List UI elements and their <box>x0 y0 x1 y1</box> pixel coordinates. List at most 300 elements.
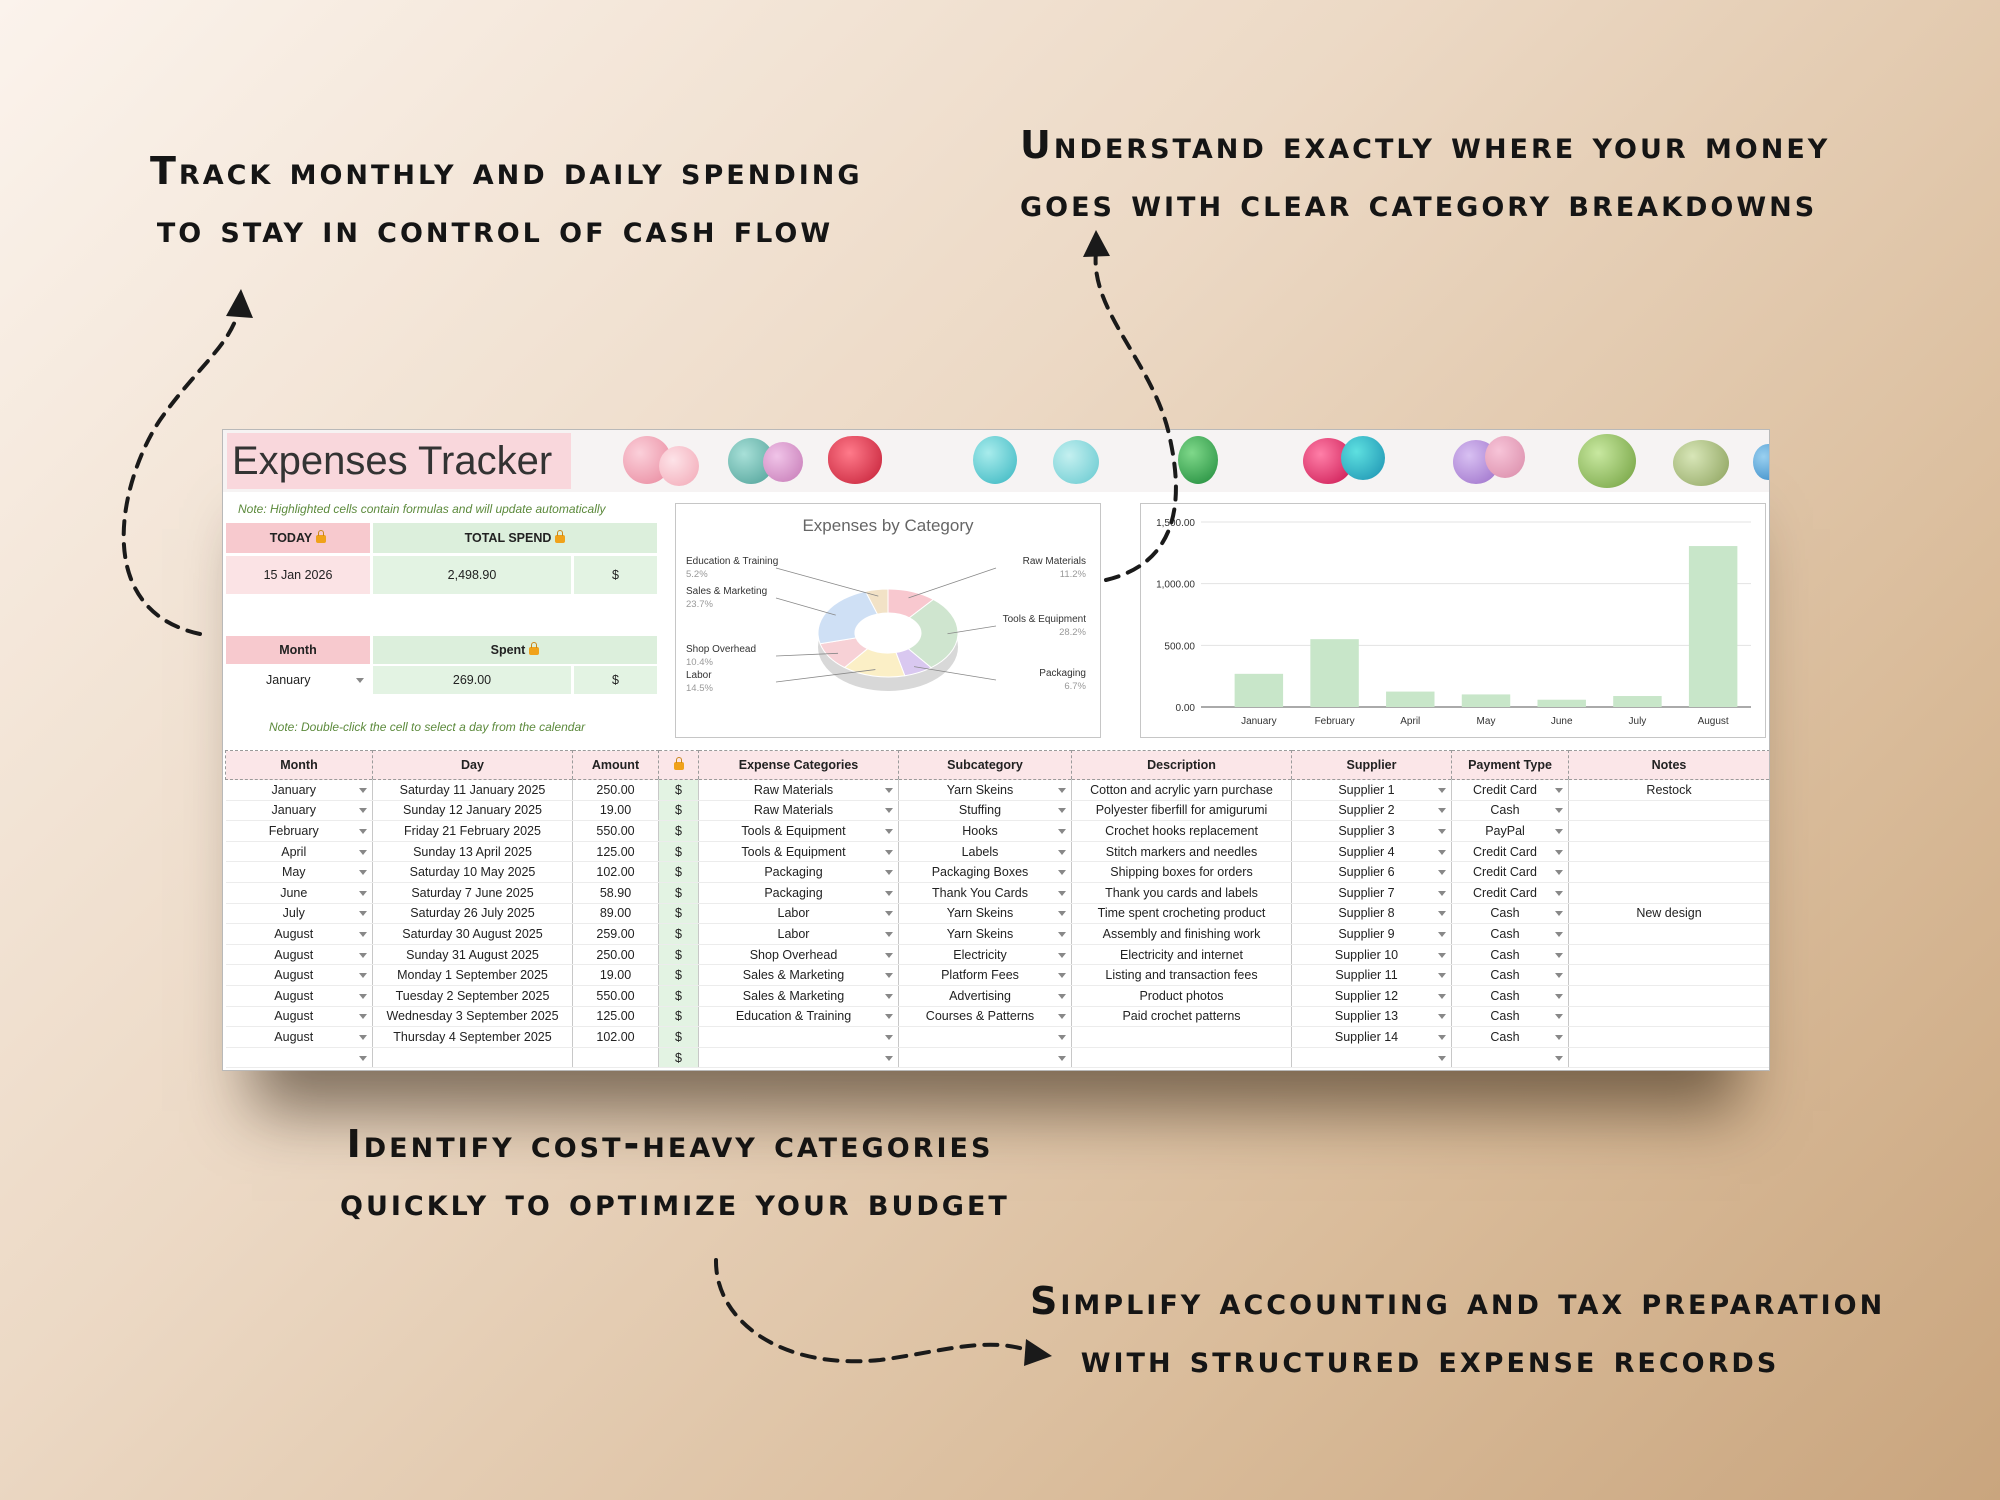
table-cell[interactable] <box>659 924 699 945</box>
caption-line: Identify cost-heavy categories <box>346 1122 994 1166</box>
table-cell[interactable] <box>699 985 899 1006</box>
table-cell[interactable] <box>1569 924 1770 945</box>
table-cell[interactable] <box>573 841 659 862</box>
cell-text: Yarn Skeins <box>946 782 1014 797</box>
table-cell[interactable] <box>899 903 1072 924</box>
cell-text: August <box>274 968 314 983</box>
cell-text: April <box>281 844 307 859</box>
chevron-down-icon <box>359 788 367 793</box>
cell-text: Supplier 11 <box>1335 968 1398 983</box>
cell-text: 250.00 <box>596 947 635 962</box>
chevron-down-icon <box>1438 1014 1446 1019</box>
chevron-down-icon <box>885 891 893 896</box>
pie-slice-percent: 5.2% <box>686 569 708 580</box>
chevron-down-icon <box>359 850 367 855</box>
table-cell[interactable] <box>1292 944 1452 965</box>
chevron-down-icon <box>359 891 367 896</box>
pie-slice-percent: 11.2% <box>1059 569 1086 580</box>
table-cell[interactable] <box>373 903 573 924</box>
amigurumi-image <box>973 436 1017 484</box>
chevron-down-icon <box>1555 911 1563 916</box>
lock-icon <box>529 647 539 655</box>
pie-slice-percent: 10.4% <box>686 657 713 668</box>
cell-text: Cash <box>1490 803 1520 818</box>
table-cell[interactable] <box>1569 862 1770 883</box>
table-cell[interactable] <box>699 944 899 965</box>
cell-text: Yarn Skeins <box>946 906 1014 921</box>
today-label-text: TODAY <box>269 531 313 545</box>
pie-slice-label: Packaging <box>1039 668 1086 679</box>
chevron-down-icon <box>1555 973 1563 978</box>
table-cell[interactable] <box>573 965 659 986</box>
chevron-down-icon <box>1555 870 1563 875</box>
table-cell[interactable] <box>1452 1006 1569 1027</box>
cell-text: Credit Card <box>1473 865 1537 880</box>
chevron-down-icon <box>1438 829 1446 834</box>
table-cell[interactable] <box>1452 985 1569 1006</box>
cell-text: 250.00 <box>596 782 635 797</box>
table-cell[interactable] <box>1569 1047 1770 1068</box>
cell-text: Saturday 30 August 2025 <box>402 926 543 941</box>
table-cell[interactable] <box>1452 1027 1569 1048</box>
table-cell[interactable] <box>373 1047 573 1068</box>
cell-text: Saturday 10 May 2025 <box>409 865 536 880</box>
table-cell[interactable] <box>899 882 1072 903</box>
pie-chart-svg <box>676 504 1100 737</box>
cell-text: Labor <box>777 906 810 921</box>
table-cell[interactable] <box>373 800 573 821</box>
table-cell[interactable] <box>1072 1027 1292 1048</box>
cell-text: $ <box>675 1050 682 1065</box>
table-cell[interactable] <box>373 1027 573 1048</box>
cell-text: Supplier 10 <box>1334 947 1399 962</box>
heart-image <box>828 436 882 484</box>
chevron-down-icon <box>1058 850 1066 855</box>
table-cell[interactable] <box>1452 800 1569 821</box>
chevron-down-icon <box>359 870 367 875</box>
table-cell[interactable] <box>699 882 899 903</box>
table-cell[interactable] <box>659 1006 699 1027</box>
cell-text: $ <box>675 926 682 941</box>
cell-text: June <box>280 885 308 900</box>
table-cell[interactable] <box>1452 924 1569 945</box>
lock-column-header <box>659 751 699 780</box>
cell-text: Sales & Marketing <box>742 968 845 983</box>
table-cell[interactable] <box>373 882 573 903</box>
chevron-down-icon <box>359 1035 367 1040</box>
table-cell[interactable] <box>699 965 899 986</box>
cell-text: Platform Fees <box>941 968 1019 983</box>
table-cell[interactable] <box>1072 985 1292 1006</box>
table-cell[interactable] <box>659 780 699 801</box>
table-cell[interactable] <box>1452 1047 1569 1068</box>
table-cell[interactable] <box>1072 903 1292 924</box>
yarn-ball-image <box>1578 434 1636 488</box>
pie-slice-label: Shop Overhead <box>686 644 757 655</box>
arrowhead-icon <box>1083 230 1110 257</box>
table-cell[interactable] <box>1292 985 1452 1006</box>
y-tick-label: 1,500.00 <box>1156 518 1195 529</box>
table-cell[interactable] <box>373 924 573 945</box>
column-header: Notes <box>1569 751 1770 780</box>
table-header-row <box>226 751 1770 780</box>
table-cell[interactable] <box>373 780 573 801</box>
monthly-bar-chart <box>1140 503 1766 738</box>
cell-text: Cash <box>1490 1009 1520 1024</box>
table-cell[interactable] <box>699 800 899 821</box>
pie-slice-percent: 23.7% <box>686 599 713 610</box>
chevron-down-icon <box>359 911 367 916</box>
cell-text: Time spent crocheting product <box>1097 906 1266 921</box>
chevron-down-icon <box>359 932 367 937</box>
cell-text: Cash <box>1490 926 1520 941</box>
table-cell[interactable] <box>573 944 659 965</box>
bar <box>1310 639 1358 707</box>
cell-text: Supplier 2 <box>1338 803 1395 818</box>
table-cell[interactable] <box>1292 1047 1452 1068</box>
table-cell[interactable] <box>659 800 699 821</box>
table-cell[interactable] <box>1569 965 1770 986</box>
today-value: 15 Jan 2026 <box>226 556 370 594</box>
table-cell[interactable] <box>899 1027 1072 1048</box>
chevron-down-icon <box>1058 829 1066 834</box>
table-cell[interactable] <box>573 903 659 924</box>
cell-text: 259.00 <box>596 926 635 941</box>
table-cell[interactable] <box>373 862 573 883</box>
column-header: Month <box>226 751 373 780</box>
cell-text: Advertising <box>949 988 1011 1003</box>
cell-text: 102.00 <box>596 1029 635 1044</box>
chevron-down-icon <box>885 973 893 978</box>
table-cell[interactable] <box>659 903 699 924</box>
table-cell[interactable] <box>573 821 659 842</box>
cell-text: May <box>281 865 306 880</box>
table-cell[interactable] <box>1569 800 1770 821</box>
cell-text: Packaging <box>764 885 823 900</box>
cell-text: Saturday 11 January 2025 <box>399 782 546 797</box>
table-cell[interactable] <box>226 780 373 801</box>
table-cell[interactable] <box>1569 841 1770 862</box>
lock-icon <box>316 535 326 543</box>
bar-chart-svg <box>1141 504 1765 737</box>
cell-text: Supplier 9 <box>1338 926 1395 941</box>
y-tick-label: 500.00 <box>1164 641 1195 653</box>
table-cell[interactable] <box>226 1047 373 1068</box>
table-cell[interactable] <box>1569 903 1770 924</box>
table-cell[interactable] <box>899 841 1072 862</box>
table-cell[interactable] <box>699 1047 899 1068</box>
table-cell[interactable] <box>1452 841 1569 862</box>
cell-text: Courses & Patterns <box>925 1009 1035 1024</box>
x-tick-label: January <box>1241 716 1277 727</box>
table-cell[interactable] <box>1452 862 1569 883</box>
table-cell[interactable] <box>1569 1027 1770 1048</box>
table-cell[interactable] <box>226 821 373 842</box>
total-spend-label <box>373 523 657 553</box>
table-row <box>226 903 1770 924</box>
table-cell[interactable] <box>899 924 1072 945</box>
expenses-table <box>225 750 1770 1068</box>
cell-text: Labels <box>961 844 999 859</box>
chevron-down-icon <box>885 870 893 875</box>
table-cell[interactable] <box>573 882 659 903</box>
cell-text: August <box>274 926 314 941</box>
cell-text: Cash <box>1490 947 1520 962</box>
month-select[interactable] <box>226 666 370 694</box>
pie-slice-label: Education & Training <box>686 556 779 567</box>
table-cell[interactable] <box>1072 1047 1292 1068</box>
table-cell[interactable] <box>1292 965 1452 986</box>
table-cell[interactable] <box>659 1027 699 1048</box>
chevron-down-icon <box>1438 911 1446 916</box>
table-cell[interactable] <box>659 821 699 842</box>
table-cell[interactable] <box>373 965 573 986</box>
cell-text: 89.00 <box>599 906 632 921</box>
table-cell[interactable] <box>226 841 373 862</box>
chevron-down-icon <box>885 953 893 958</box>
cell-text: Tools & Equipment <box>741 844 846 859</box>
table-cell[interactable] <box>1072 821 1292 842</box>
chevron-down-icon <box>1555 1056 1563 1061</box>
column-header: Amount <box>573 751 659 780</box>
chevron-down-icon <box>885 788 893 793</box>
cell-text: Polyester fiberfill for amigurumi <box>1095 803 1268 818</box>
chevron-down-icon <box>1555 850 1563 855</box>
cell-text: 550.00 <box>596 823 635 838</box>
x-tick-label: July <box>1628 716 1647 727</box>
chevron-down-icon <box>1438 850 1446 855</box>
table-cell[interactable] <box>699 821 899 842</box>
chevron-down-icon <box>359 1014 367 1019</box>
cell-text: 125.00 <box>596 1009 635 1024</box>
yarn-ball-image <box>1485 436 1525 478</box>
table-cell[interactable] <box>659 882 699 903</box>
table-cell[interactable] <box>1569 882 1770 903</box>
x-tick-label: February <box>1314 716 1355 727</box>
table-cell[interactable] <box>659 1047 699 1068</box>
table-cell[interactable] <box>573 1027 659 1048</box>
table-cell[interactable] <box>573 985 659 1006</box>
cell-text: Friday 21 February 2025 <box>404 823 541 838</box>
table-cell[interactable] <box>1072 800 1292 821</box>
caption-line: to stay in control of cash flow <box>156 207 834 251</box>
cell-text: $ <box>675 844 682 859</box>
chevron-down-icon <box>1555 994 1563 999</box>
table-cell[interactable] <box>1072 882 1292 903</box>
table-cell[interactable] <box>1072 924 1292 945</box>
table-cell[interactable] <box>226 924 373 945</box>
table-cell[interactable] <box>226 882 373 903</box>
table-cell[interactable] <box>1072 944 1292 965</box>
chevron-down-icon <box>1058 870 1066 875</box>
table-cell[interactable] <box>1569 821 1770 842</box>
expenses-spreadsheet <box>222 429 1770 1071</box>
table-cell[interactable] <box>899 965 1072 986</box>
table-cell[interactable] <box>373 841 573 862</box>
table-cell[interactable] <box>659 985 699 1006</box>
pie-leader-line <box>909 568 996 598</box>
cell-text: Supplier 6 <box>1338 865 1395 880</box>
chevron-down-icon <box>885 1035 893 1040</box>
chevron-down-icon <box>356 678 364 683</box>
chevron-down-icon <box>885 994 893 999</box>
yarn-ball-image <box>659 446 699 486</box>
chart-title: Expenses by Category <box>802 516 974 535</box>
table-cell[interactable] <box>1452 903 1569 924</box>
table-cell[interactable] <box>1292 780 1452 801</box>
cell-text: 58.90 <box>599 885 632 900</box>
table-cell[interactable] <box>1072 965 1292 986</box>
table-cell[interactable] <box>373 1006 573 1027</box>
bar <box>1537 700 1585 707</box>
table-cell[interactable] <box>899 821 1072 842</box>
table-cell[interactable] <box>699 862 899 883</box>
yarn-ball-image <box>1053 440 1099 484</box>
cell-text: Stuffing <box>958 803 1002 818</box>
cell-text: Saturday 26 July 2025 <box>410 906 535 921</box>
cell-text: Hooks <box>962 823 998 838</box>
cell-text: $ <box>675 988 682 1003</box>
table-cell[interactable] <box>226 1006 373 1027</box>
table-cell[interactable] <box>1292 882 1452 903</box>
table-cell[interactable] <box>1569 1006 1770 1027</box>
cell-text: Supplier 3 <box>1338 823 1395 838</box>
table-cell[interactable] <box>899 944 1072 965</box>
table-cell[interactable] <box>1452 821 1569 842</box>
cell-text: $ <box>675 906 682 921</box>
table-cell[interactable] <box>1292 924 1452 945</box>
table-cell[interactable] <box>573 800 659 821</box>
column-header: Subcategory <box>899 751 1072 780</box>
cell-text: August <box>274 1029 314 1044</box>
table-cell[interactable] <box>659 965 699 986</box>
cell-text: Cash <box>1490 988 1520 1003</box>
chevron-down-icon <box>359 1056 367 1061</box>
table-cell[interactable] <box>699 1006 899 1027</box>
table-cell[interactable] <box>1452 944 1569 965</box>
chevron-down-icon <box>885 829 893 834</box>
chevron-down-icon <box>359 973 367 978</box>
page-title: Expenses Tracker <box>227 433 571 489</box>
cell-text: Cash <box>1490 906 1520 921</box>
table-cell[interactable] <box>899 780 1072 801</box>
chevron-down-icon <box>885 1014 893 1019</box>
table-cell[interactable] <box>573 862 659 883</box>
cell-text: Thank You Cards <box>932 885 1028 900</box>
pie-slice-percent: 6.7% <box>1064 681 1086 692</box>
table-cell[interactable] <box>1569 944 1770 965</box>
cell-text: Sunday 12 January 2025 <box>403 803 542 818</box>
table-cell[interactable] <box>699 924 899 945</box>
cell-text: Packaging <box>764 865 823 880</box>
table-cell[interactable] <box>373 985 573 1006</box>
chevron-down-icon <box>1438 994 1446 999</box>
table-cell[interactable] <box>1292 903 1452 924</box>
table-cell[interactable] <box>1452 882 1569 903</box>
cell-text: Electricity and internet <box>1120 947 1243 962</box>
table-cell[interactable] <box>1072 1006 1292 1027</box>
table-cell[interactable] <box>699 780 899 801</box>
table-cell[interactable] <box>373 821 573 842</box>
chevron-down-icon <box>1438 891 1446 896</box>
chevron-down-icon <box>1555 1035 1563 1040</box>
table-cell[interactable] <box>659 944 699 965</box>
table-cell[interactable] <box>373 944 573 965</box>
table-cell[interactable] <box>699 1027 899 1048</box>
table-cell[interactable] <box>1292 841 1452 862</box>
table-cell[interactable] <box>1292 1027 1452 1048</box>
spent-label <box>373 636 657 664</box>
table-cell[interactable] <box>226 965 373 986</box>
table-cell[interactable] <box>1452 965 1569 986</box>
table-cell[interactable] <box>573 1006 659 1027</box>
table-cell[interactable] <box>1569 780 1770 801</box>
table-cell[interactable] <box>226 1027 373 1048</box>
chevron-down-icon <box>359 829 367 834</box>
cell-text: Supplier 1 <box>1338 782 1395 797</box>
table-cell[interactable] <box>226 944 373 965</box>
table-cell[interactable] <box>1292 862 1452 883</box>
table-cell[interactable] <box>1452 780 1569 801</box>
chevron-down-icon <box>359 808 367 813</box>
table-cell[interactable] <box>699 903 899 924</box>
chevron-down-icon <box>885 850 893 855</box>
table-cell[interactable] <box>226 862 373 883</box>
cell-text: Yarn Skeins <box>946 926 1014 941</box>
table-cell[interactable] <box>899 800 1072 821</box>
table-cell[interactable] <box>899 1006 1072 1027</box>
table-cell[interactable] <box>226 800 373 821</box>
table-cell[interactable] <box>899 862 1072 883</box>
cell-text: Tools & Equipment <box>741 823 846 838</box>
chevron-down-icon <box>885 911 893 916</box>
table-row <box>226 1006 1770 1027</box>
table-cell[interactable] <box>226 985 373 1006</box>
total-spend-value: 2,498.90 <box>373 556 571 594</box>
pie-leader-line <box>776 598 836 615</box>
table-cell[interactable] <box>1072 862 1292 883</box>
chevron-down-icon <box>1438 1035 1446 1040</box>
table-cell[interactable] <box>1292 800 1452 821</box>
table-cell[interactable] <box>659 841 699 862</box>
table-cell[interactable] <box>573 924 659 945</box>
table-cell[interactable] <box>699 841 899 862</box>
table-cell[interactable] <box>659 862 699 883</box>
table-cell[interactable] <box>899 1047 1072 1068</box>
total-spend-label-text: TOTAL SPEND <box>464 531 552 545</box>
chevron-down-icon <box>1555 788 1563 793</box>
x-tick-label: April <box>1400 716 1421 727</box>
chevron-down-icon <box>1555 829 1563 834</box>
table-row <box>226 882 1770 903</box>
table-cell[interactable] <box>573 780 659 801</box>
table-cell[interactable] <box>1569 985 1770 1006</box>
table-cell[interactable] <box>1292 821 1452 842</box>
table-cell[interactable] <box>899 985 1072 1006</box>
table-cell[interactable] <box>1292 1006 1452 1027</box>
table-row <box>226 1047 1770 1068</box>
pie-slice-label: Tools & Equipment <box>1002 614 1086 625</box>
table-cell[interactable] <box>1072 780 1292 801</box>
table-cell[interactable] <box>226 903 373 924</box>
bar <box>1689 546 1737 707</box>
column-header: Expense Categories <box>699 751 899 780</box>
table-cell[interactable] <box>573 1047 659 1068</box>
today-label <box>226 523 370 553</box>
table-cell[interactable] <box>1072 841 1292 862</box>
cell-text: Education & Training <box>735 1009 852 1024</box>
cell-text: Credit Card <box>1473 885 1537 900</box>
